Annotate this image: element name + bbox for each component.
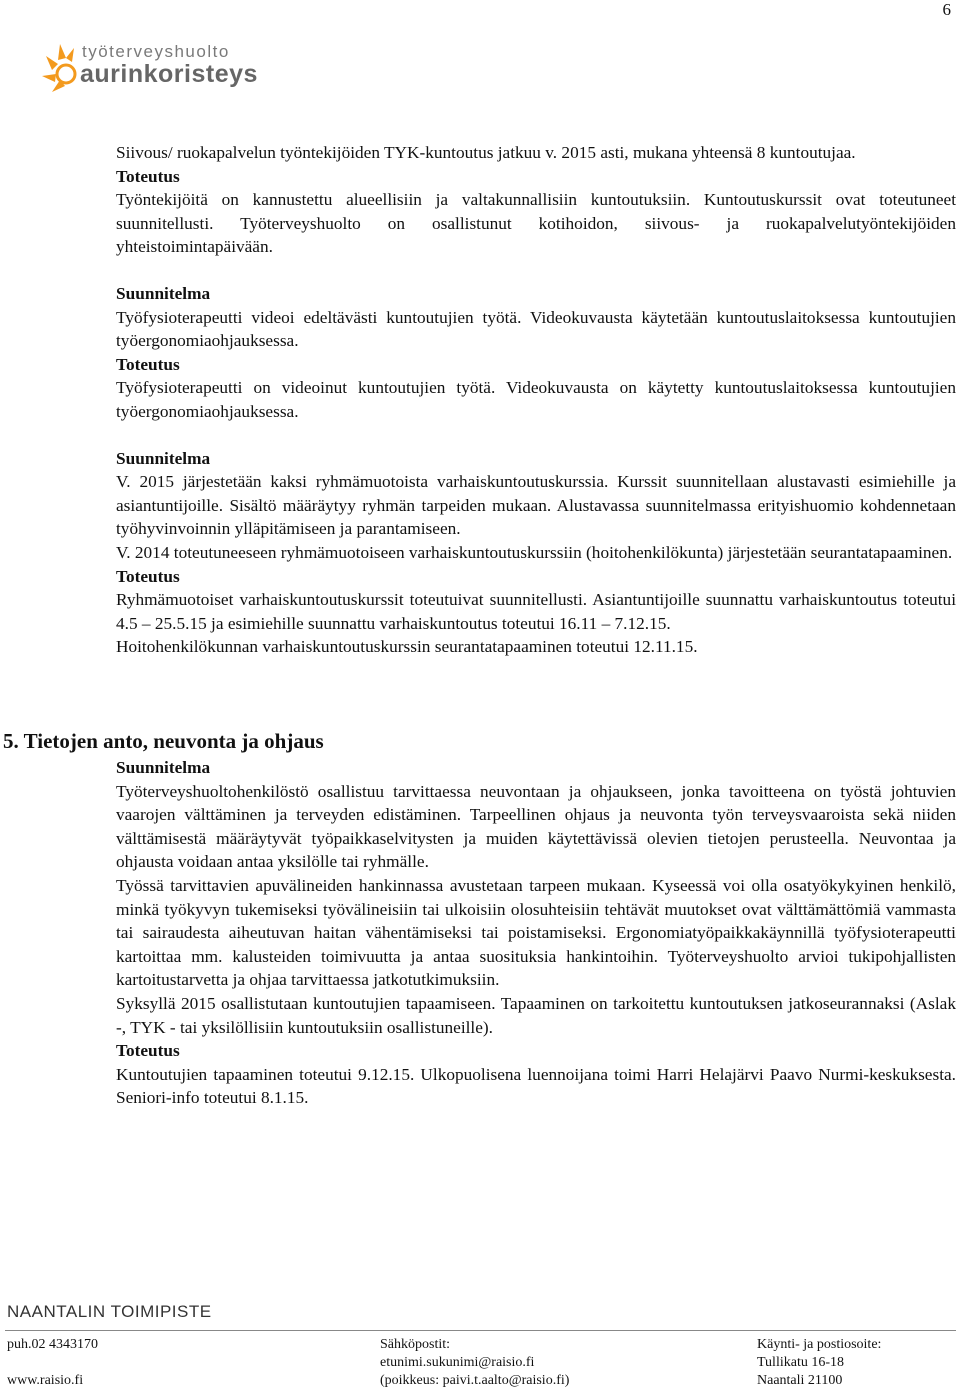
subheading-toteutus: Toteutus (116, 1041, 180, 1061)
subheading-suunnitelma: Suunnitelma (116, 758, 211, 777)
paragraph: Työfysioterapeutti on videoinut kuntoutujien työtä. Videokuvausta on käytetty kuntoutuslaitoksessa kuntoutujien työergonomiaohjauksessa. (116, 378, 956, 421)
paragraph: Ryhmämuotoiset varhaiskuntoutuskurssit toteutuivat suunnitellusti. Asiantuntijoille suunnattu varhaiskuntoutus toteutui 4.5 – 25.5.15 ja esimiehille suunnattu varhaiskuntoutus toteutui 16.11 – 7.12.15. (116, 590, 956, 633)
footer-address-label: Käynti- ja postiosoite: (757, 1337, 882, 1352)
paragraph: V. 2015 järjestetään kaksi ryhmämuotoista varhaiskuntoutuskurssia. Kurssit suunnitellaan alustavasti esimiehille ja asiantuntijoille. Sisältö määräytyy ryhmän tarpeiden mukaan. Alustavassa suunnitelmassa erityishuomio kohdennetaan työhyvinvoinnin ylläpitämiseen ja parantamiseen. (116, 472, 956, 539)
company-logo (40, 38, 310, 96)
footer-email-exception: (poikkeus: paivi.t.aalto@raisio.fi) (380, 1373, 570, 1388)
subheading-toteutus: Toteutus (116, 166, 180, 186)
paragraph: Syksyllä 2015 osallistutaan kuntoutujien tapaamiseen. Tapaaminen on tarkoitettu kuntoutuksen jatkoseurannaksi (Aslak -, TYK - tai yksilöllisiin kuntoutuksiin osallistuneille). (116, 993, 956, 1037)
content-section-5 (116, 756, 956, 1110)
footer-title: NAANTALIN TOIMIPISTE (7, 1302, 212, 1321)
section-heading: 5. Tietojen anto, neuvonta ja ohjaus (3, 729, 324, 753)
subheading-toteutus: Toteutus (116, 354, 180, 374)
content-top (116, 141, 956, 659)
paragraph: V. 2014 toteutuneeseen ryhmämuotoiseen varhaiskuntoutuskurssiin (hoitohenkilökunta) järjestetään seurantatapaaminen. (116, 542, 953, 562)
paragraph: Työntekijöitä on kannustettu alueellisiin ja valtakunnallisiin kuntoutuksiin. Kuntoutuskurssit ovat toteutuneet suunnitellusti. Työterveyshuolto on osallistunut kotihoidon, siivous- ja ruokapalvelutyöntekijöiden yhteistoimintapäivään. (116, 190, 956, 257)
footer-website-link[interactable]: www.raisio.fi (7, 1373, 84, 1388)
paragraph: Työterveyshuoltohenkilöstö osallistuu tarvittaessa neuvontaan ja ohjaukseen, jonka tavoitteena on työstä johtuvien vaarojen välttäminen ja terveyden edistäminen. Tarpeellinen ohjaus ja neuvonta työn terveysvaaroista sekä niiden välttämisestä määräytyvät työpaikkaselvitysten ja muiden käytettävissä olevien tietojen perusteella. Neuvontaa ja ohjausta voidaan antaa yksilölle tai ryhmälle. (116, 781, 956, 872)
paragraph: Siivous/ ruokapalvelun työntekijöiden TYK-kuntoutus jatkuu v. 2015 asti, mukana yhteensä 8 kuntoutujaa. (116, 143, 856, 162)
page-number: 6 (942, 0, 951, 19)
paragraph: Työfysioterapeutti videoi edeltävästi kuntoutujien työtä. Videokuvausta käytetään kuntoutuslaitoksessa kuntoutujien työergonomiaohjauksessa. (116, 307, 956, 351)
paragraph: Työssä tarvittavien apuvälineiden hankinnassa avustetaan tarpeen mukaan. Kyseessä voi olla osatyökykyinen henkilö, minkä työkyvyn tukemiseksi työvälineisiin tai ulkoisiin olosuhteisiin tehtävät muutokset ovat välttämättömiä vammasta tai sairaudesta aiheutuvan haitan vähentämiseksi tai poistamiseksi. Ergonomiatyöpaikkakäynnillä työfysioterapeutti kartoittaa mm. kalusteiden toimivuutta ja antaa suosituksia hankintoihin. Työterveyshuolto arvioi tukipohjallisten kartoitustarvetta ja ohjaa tarvittaessa jatkotutkimuksiin. (116, 875, 956, 990)
footer-spacer (7, 1354, 98, 1372)
footer-city: Naantali 21100 (757, 1373, 843, 1388)
footer-divider (5, 1330, 956, 1331)
footer-contact-address (757, 1336, 881, 1390)
subheading-suunnitelma: Suunnitelma (116, 448, 211, 468)
footer-contact-email (380, 1336, 569, 1390)
logo-tagline: työterveyshuolto (82, 42, 230, 61)
subheading-toteutus: Toteutus (116, 566, 180, 586)
paragraph: Hoitohenkilökunnan varhaiskuntoutuskurssin seurantatapaaminen toteutui 12.11.15. (116, 637, 698, 657)
footer-phone: puh.02 4343170 (7, 1337, 98, 1352)
footer-street: Tullikatu 16-18 (757, 1355, 844, 1370)
logo-wordmark: aurinkoristeys (80, 60, 258, 88)
footer-email-label: Sähköpostit: (380, 1337, 451, 1352)
footer-email-pattern: etunimi.sukunimi@raisio.fi (380, 1355, 535, 1370)
footer-contact-phone (7, 1336, 98, 1390)
paragraph: Kuntoutujien tapaaminen toteutui 9.12.15. Ulkopuolisena luennoijana toimi Harri Helajärvi Paavo Nurmi-keskuksesta. Seniori-info toteutui 8.1.15. (116, 1064, 956, 1108)
subheading-suunnitelma: Suunnitelma (116, 283, 211, 303)
